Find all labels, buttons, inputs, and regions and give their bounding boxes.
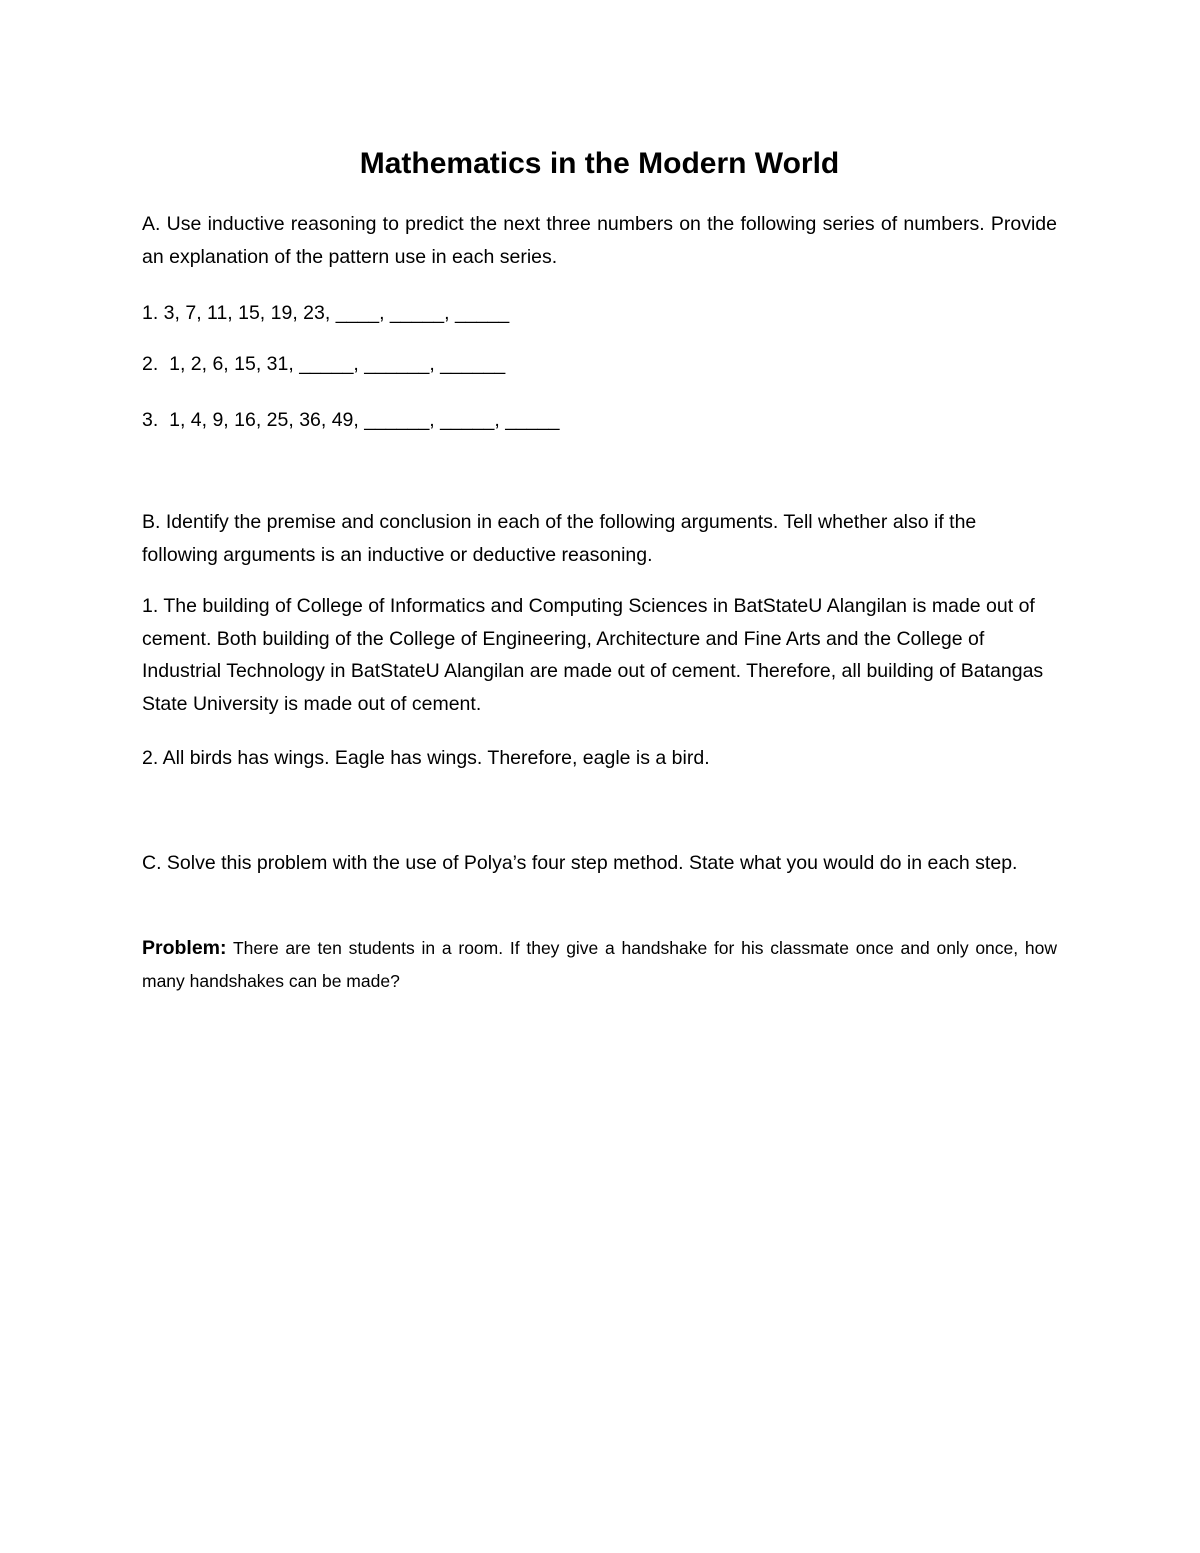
section-a-item-3: 3. 1, 4, 9, 16, 25, 36, 49, ______, _____, _____ xyxy=(142,409,560,431)
section-c-instructions: C. Solve this problem with the use of Polya’s four step method. State what you would do in each step. xyxy=(142,852,1018,874)
section-a-item-1: 1. 3, 7, 11, 15, 19, 23, ____, _____, _____ xyxy=(142,302,510,324)
problem-label: Problem: xyxy=(142,937,227,959)
problem-text: There are ten students in a room. If they give a handshake for his classmate once and only once, how many handshakes can be made? xyxy=(142,938,1057,991)
section-c-problem xyxy=(142,932,1057,997)
section-b-item-1: 1. The building of College of Informatics and Computing Sciences in BatStateU Alangilan is made out of cement. Both building of the College of Engineering, Architecture and Fine Arts and the College of Industrial Technology in BatStateU Alangilan are made out of cement. Therefore, all building of Batangas State University is made out of cement. xyxy=(142,595,1044,715)
section-b-item-2: 2. All birds has wings. Eagle has wings. Therefore, eagle is a bird. xyxy=(142,747,710,769)
section-a-item-2: 2. 1, 2, 6, 15, 31, _____, ______, ______ xyxy=(142,353,506,375)
document-title: Mathematics in the Modern World xyxy=(359,147,840,180)
section-b-instructions: B. Identify the premise and conclusion in each of the following arguments. Tell whether also if the following arguments is an inductive or deductive reasoning. xyxy=(142,511,977,566)
section-a-instructions: A. Use inductive reasoning to predict the next three numbers on the following series of numbers. Provide an explanation of the pattern use in each series. xyxy=(142,213,1057,268)
